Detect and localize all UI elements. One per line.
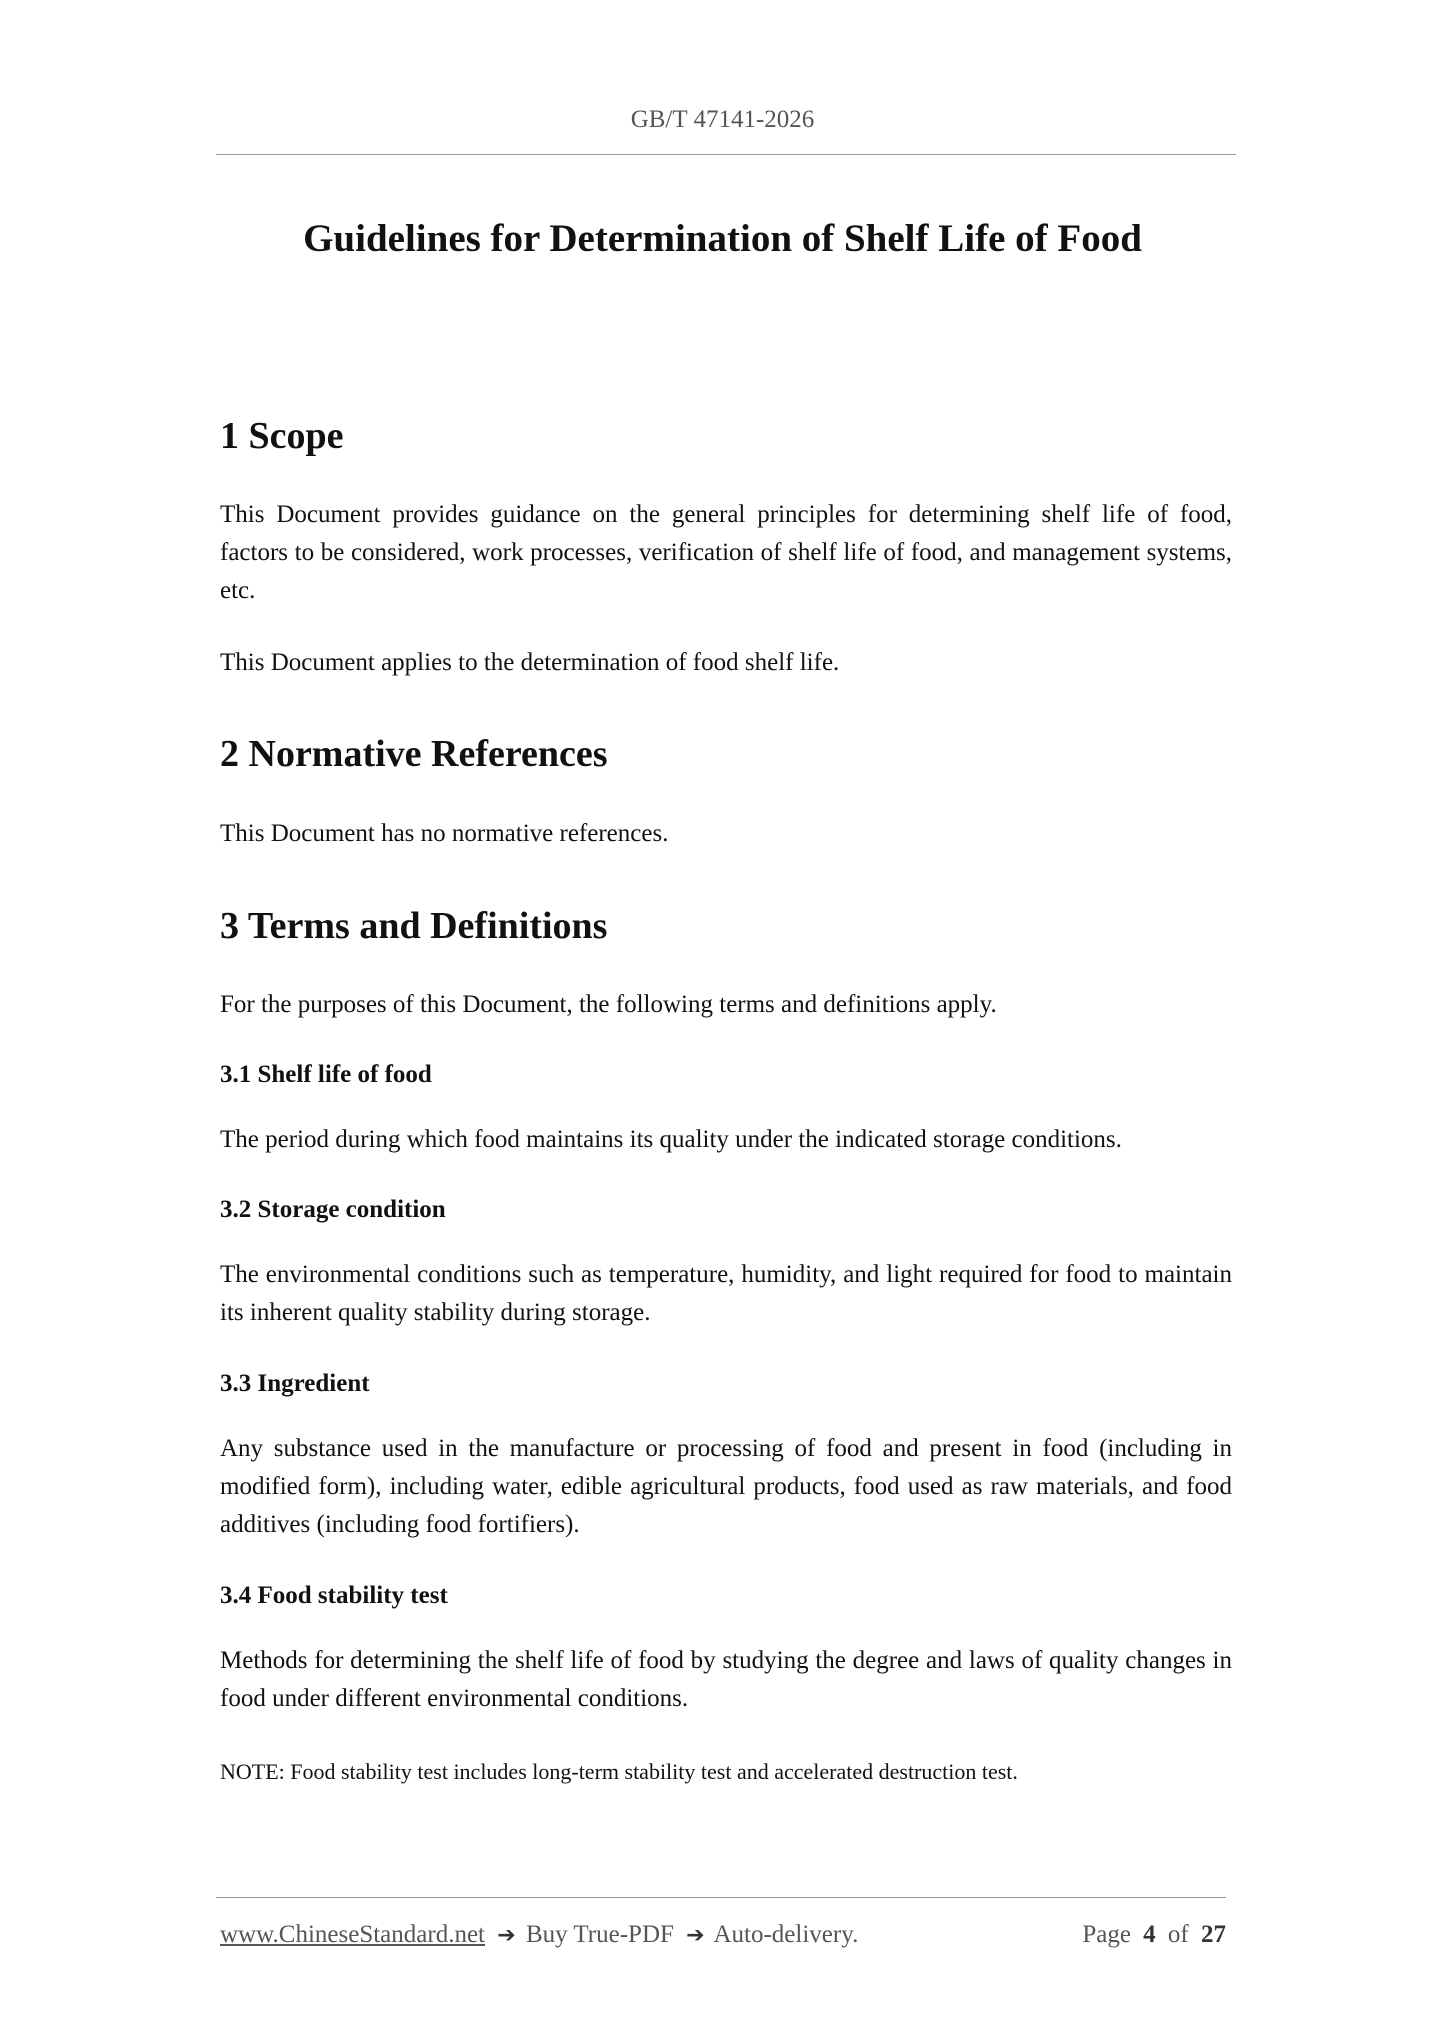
- term-note-food-stability-test: NOTE: Food stability test includes long-term stability test and accelerated destruction test.: [220, 1759, 1018, 1784]
- term-definition-ingredient: Any substance used in the manufacture or processing of food and present in food (including in modified form), including water, edible agricultural products, food used as raw materials, and food additives (including food fortifiers).: [220, 1435, 1232, 1538]
- page-label: Page: [1082, 1921, 1131, 1948]
- term-title-ingredient: 3.3 Ingredient: [220, 1370, 370, 1397]
- scope-paragraph-2: This Document applies to the determination of food shelf life.: [220, 649, 840, 676]
- auto-delivery-text: Auto-delivery.: [713, 1921, 859, 1948]
- buy-true-pdf-text: Buy True-PDF: [525, 1921, 674, 1948]
- term-definition-food-stability-test: Methods for determining the shelf life of food by studying the degree and laws of quality changes in food under different environmental conditions.: [220, 1647, 1232, 1712]
- page-total: 27: [1201, 1921, 1226, 1948]
- term-title-food-stability-test: 3.4 Food stability test: [220, 1582, 448, 1609]
- term-title-shelf-life: 3.1 Shelf life of food: [220, 1061, 432, 1088]
- normative-references-paragraph: This Document has no normative references.: [220, 820, 669, 847]
- term-definition-shelf-life: The period during which food maintains its quality under the indicated storage conditions.: [220, 1126, 1122, 1153]
- page-of-label: of: [1167, 1921, 1189, 1948]
- standard-code: GB/T 47141-2026: [630, 106, 815, 133]
- website-link[interactable]: www.ChineseStandard.net: [220, 1921, 485, 1948]
- document-title: Guidelines for Determination of Shelf Life of Food: [303, 217, 1142, 260]
- page-indicator: [1082, 1918, 1232, 1952]
- section-heading-normative-references: 2 Normative References: [220, 733, 608, 775]
- section-heading-scope: 1 Scope: [220, 415, 344, 457]
- terms-intro-paragraph: For the purposes of this Document, the following terms and definitions apply.: [220, 991, 997, 1018]
- footer-divider: [216, 1897, 1226, 1898]
- header-divider: [216, 154, 1236, 155]
- right-arrow-icon: ➔: [686, 1923, 705, 1948]
- section-heading-terms-and-definitions: 3 Terms and Definitions: [220, 905, 608, 947]
- term-title-storage-condition: 3.2 Storage condition: [220, 1196, 446, 1223]
- right-arrow-icon: ➔: [497, 1923, 516, 1948]
- page-footer: [220, 1918, 1232, 1953]
- page-current: 4: [1143, 1921, 1156, 1948]
- term-definition-storage-condition: The environmental conditions such as temperature, humidity, and light required for food to maintain its inherent quality stability during storage.: [220, 1261, 1232, 1326]
- scope-paragraph-1: This Document provides guidance on the general principles for determining shelf life of food, factors to be considered, work processes, verification of shelf life of food, and management systems, etc.: [220, 501, 1232, 604]
